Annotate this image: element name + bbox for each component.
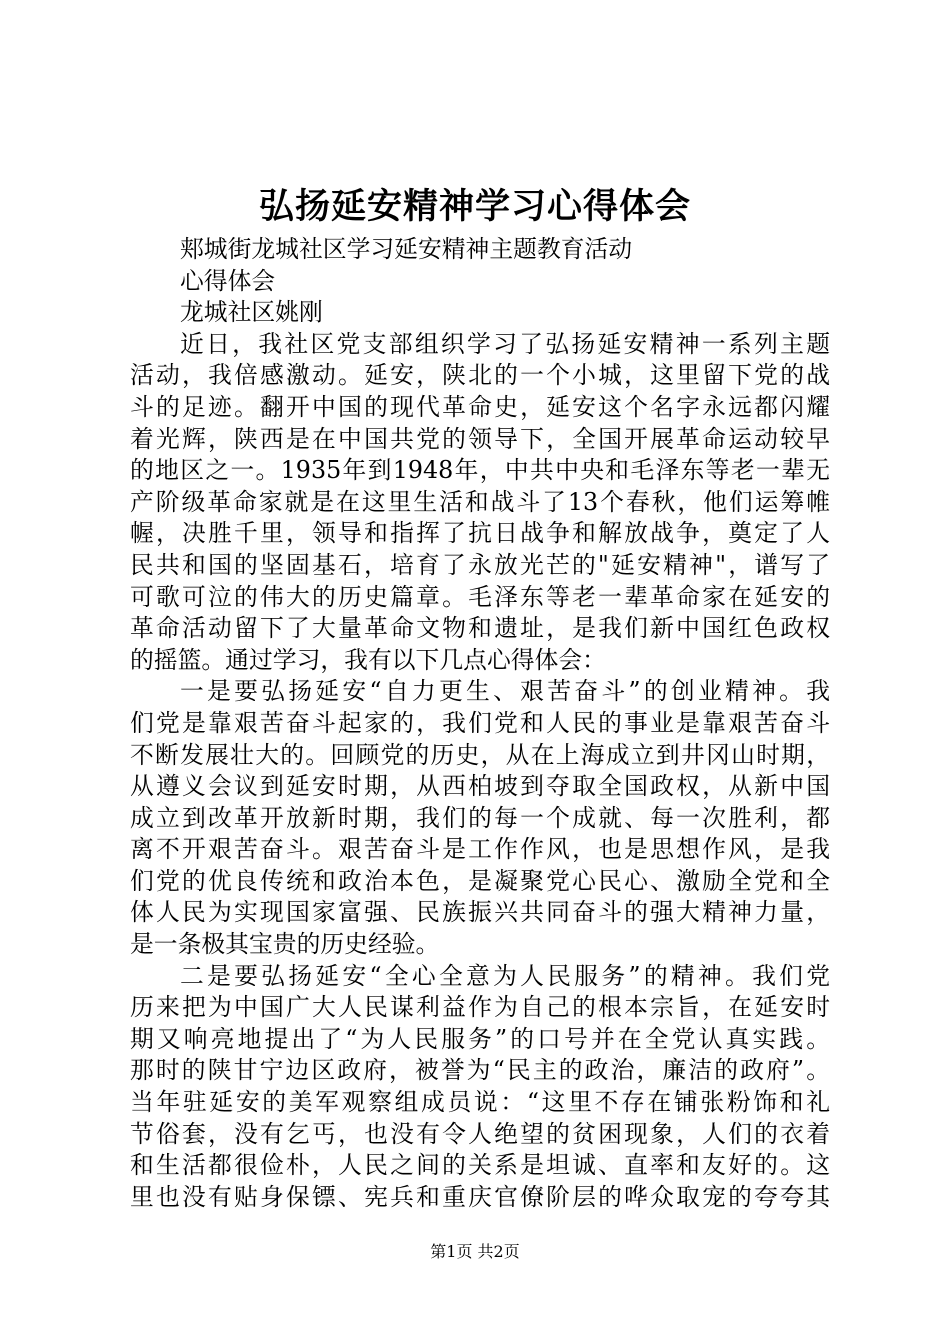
text-line: 从遵义会议到延安时期，从西柏坡到夺取全国政权，从新中国 <box>130 772 830 801</box>
text-line: 那时的陕甘宁边区政府，被誉为“民主的政治，廉洁的政府”。 <box>130 1056 830 1085</box>
text-line: 不断发展壮大的。回顾党的历史，从在上海成立到井冈山时期， <box>130 740 830 769</box>
text-line: 一是要弘扬延安“自力更生、艰苦奋斗”的创业精神。我 <box>180 677 830 706</box>
text-line: 产阶级革命家就是在这里生活和战斗了13个春秋，他们运筹帷 <box>130 487 830 516</box>
text-line: 里也没有贴身保镖、宪兵和重庆官僚阶层的哗众取宠的夸夸其 <box>130 1182 830 1211</box>
document-title: 弘扬延安精神学习心得体会 <box>258 186 691 227</box>
text-line: 的地区之一。1935年到1948年，中共中央和毛泽东等老一辈无 <box>130 456 830 485</box>
text-line: 当年驻延安的美军观察组成员说：“这里不存在铺张粉饰和礼 <box>130 1088 830 1117</box>
text-line: 革命活动留下了大量革命文物和遗址，是我们新中国红色政权 <box>130 614 830 643</box>
document-body <box>130 234 830 1213</box>
text-line: 体人民为实现国家富强、民族振兴共同奋斗的强大精神力量， <box>130 898 830 927</box>
text-line: 近日，我社区党支部组织学习了弘扬延安精神一系列主题 <box>180 329 830 358</box>
text-line: 们党的优良传统和政治本色，是凝聚党心民心、激励全党和全 <box>130 866 830 895</box>
text-line: 是一条极其宝贵的历史经验。 <box>130 930 440 959</box>
text-line: 着光辉，陕西是在中国共党的领导下，全国开展革命运动较早 <box>130 424 830 453</box>
text-line: 龙城社区姚刚 <box>180 298 323 327</box>
text-line: 节俗套，没有乞丐，也没有令人绝望的贫困现象，人们的衣着 <box>130 1119 830 1148</box>
text-line: 郏城街龙城社区学习延安精神主题教育活动 <box>180 235 633 263</box>
text-line: 期又响亮地提出了“为人民服务”的口号并在全党认真实践。 <box>130 1024 830 1053</box>
text-line: 和生活都很俭朴，人民之间的关系是坦诚、直率和友好的。这 <box>130 1151 830 1180</box>
text-line: 活动，我倍感激动。延安，陕北的一个小城，这里留下党的战 <box>130 361 830 390</box>
text-line: 成立到改革开放新时期，我们的每一个成就、每一次胜利，都 <box>130 803 830 832</box>
text-line: 历来把为中国广大人民谋利益作为自己的根本宗旨，在延安时 <box>130 993 830 1022</box>
text-line: 斗的足迹。翻开中国的现代革命史，延安这个名字永远都闪耀 <box>130 392 830 421</box>
text-line: 们党是靠艰苦奋斗起家的，我们党和人民的事业是靠艰苦奋斗 <box>130 708 830 737</box>
text-line: 心得体会 <box>180 266 276 295</box>
text-line: 二是要弘扬延安“全心全意为人民服务”的精神。我们党 <box>180 961 830 990</box>
text-line: 可歌可泣的伟大的历史篇章。毛泽东等老一辈革命家在延安的 <box>130 582 830 611</box>
text-line: 离不开艰苦奋斗。艰苦奋斗是工作作风，也是思想作风，是我 <box>130 835 830 864</box>
page-footer: 第1页 共2页 <box>430 1242 520 1261</box>
text-line: 幄，决胜千里，领导和指挥了抗日战争和解放战争，奠定了人 <box>130 519 830 548</box>
text-line: 民共和国的坚固基石，培育了永放光芒的"延安精神"，谱写了 <box>130 550 830 579</box>
text-line: 的摇篮。通过学习，我有以下几点心得体会： <box>130 645 606 674</box>
